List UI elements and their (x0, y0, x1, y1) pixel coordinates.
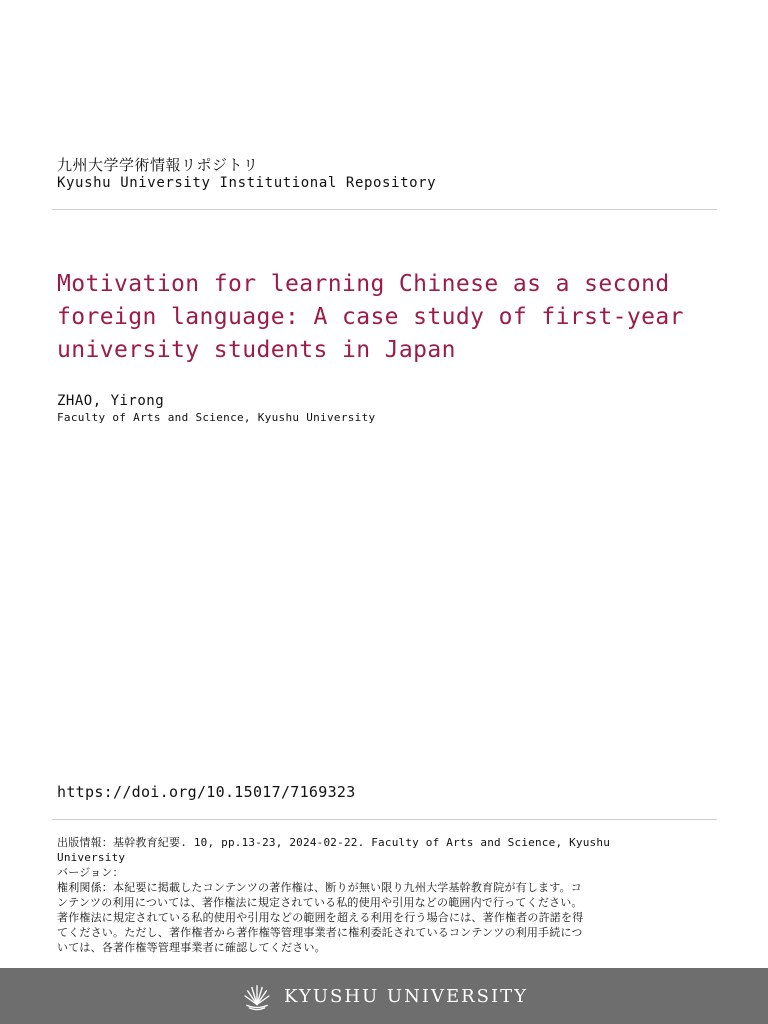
meta-line: てください。ただし、著作権者から著作権等管理事業者に権利委託されているコンテンツの利用手続につ (57, 926, 583, 939)
footer-logo-text: KYUSHU UNIVERSITY (284, 985, 528, 1007)
meta-divider (52, 819, 717, 820)
paper-title (57, 268, 737, 367)
meta-line: University (57, 851, 126, 864)
meta-line: 出版情報：基幹教育紀要. 10, pp.13-23, 2024-02-22. Faculty of Arts and Science, Kyushu (57, 836, 611, 849)
publication-metadata (57, 835, 717, 955)
paper-title-line: university students in Japan (57, 337, 456, 363)
meta-line: いては、各著作権等管理事業者に確認してください。 (57, 941, 326, 954)
doi-link[interactable]: https://doi.org/10.15017/7169323 (57, 783, 356, 801)
meta-line: 著作権法に規定されている私的使用や引用などの範囲を超える利用を行う場合には、著作権者の許諾を得 (57, 911, 584, 924)
meta-line: ンテンツの利用については、著作権法に規定されている私的使用や引用などの範囲内で行ってください。 (57, 896, 583, 909)
footer-banner (0, 968, 768, 1024)
paper-title-line: foreign language: A case study of first-year (57, 304, 684, 330)
header-divider (52, 209, 717, 210)
repository-name-japanese: 九州大学学術情報リポジトリ (57, 156, 259, 174)
repository-name-english: Kyushu University Institutional Repository (57, 175, 437, 191)
paper-title-line: Motivation for learning Chinese as a second (57, 271, 670, 297)
author-affiliation: Faculty of Arts and Science, Kyushu University (57, 411, 376, 424)
meta-line: 権利関係：本紀要に掲載したコンテンツの著作権は、断りが無い限り九州大学基幹教育院が有します。コ (57, 881, 582, 894)
meta-line: バージョン： (57, 866, 124, 879)
paper-author: ZHAO, Yirong (57, 393, 165, 409)
kyushu-university-emblem-icon (240, 979, 274, 1013)
